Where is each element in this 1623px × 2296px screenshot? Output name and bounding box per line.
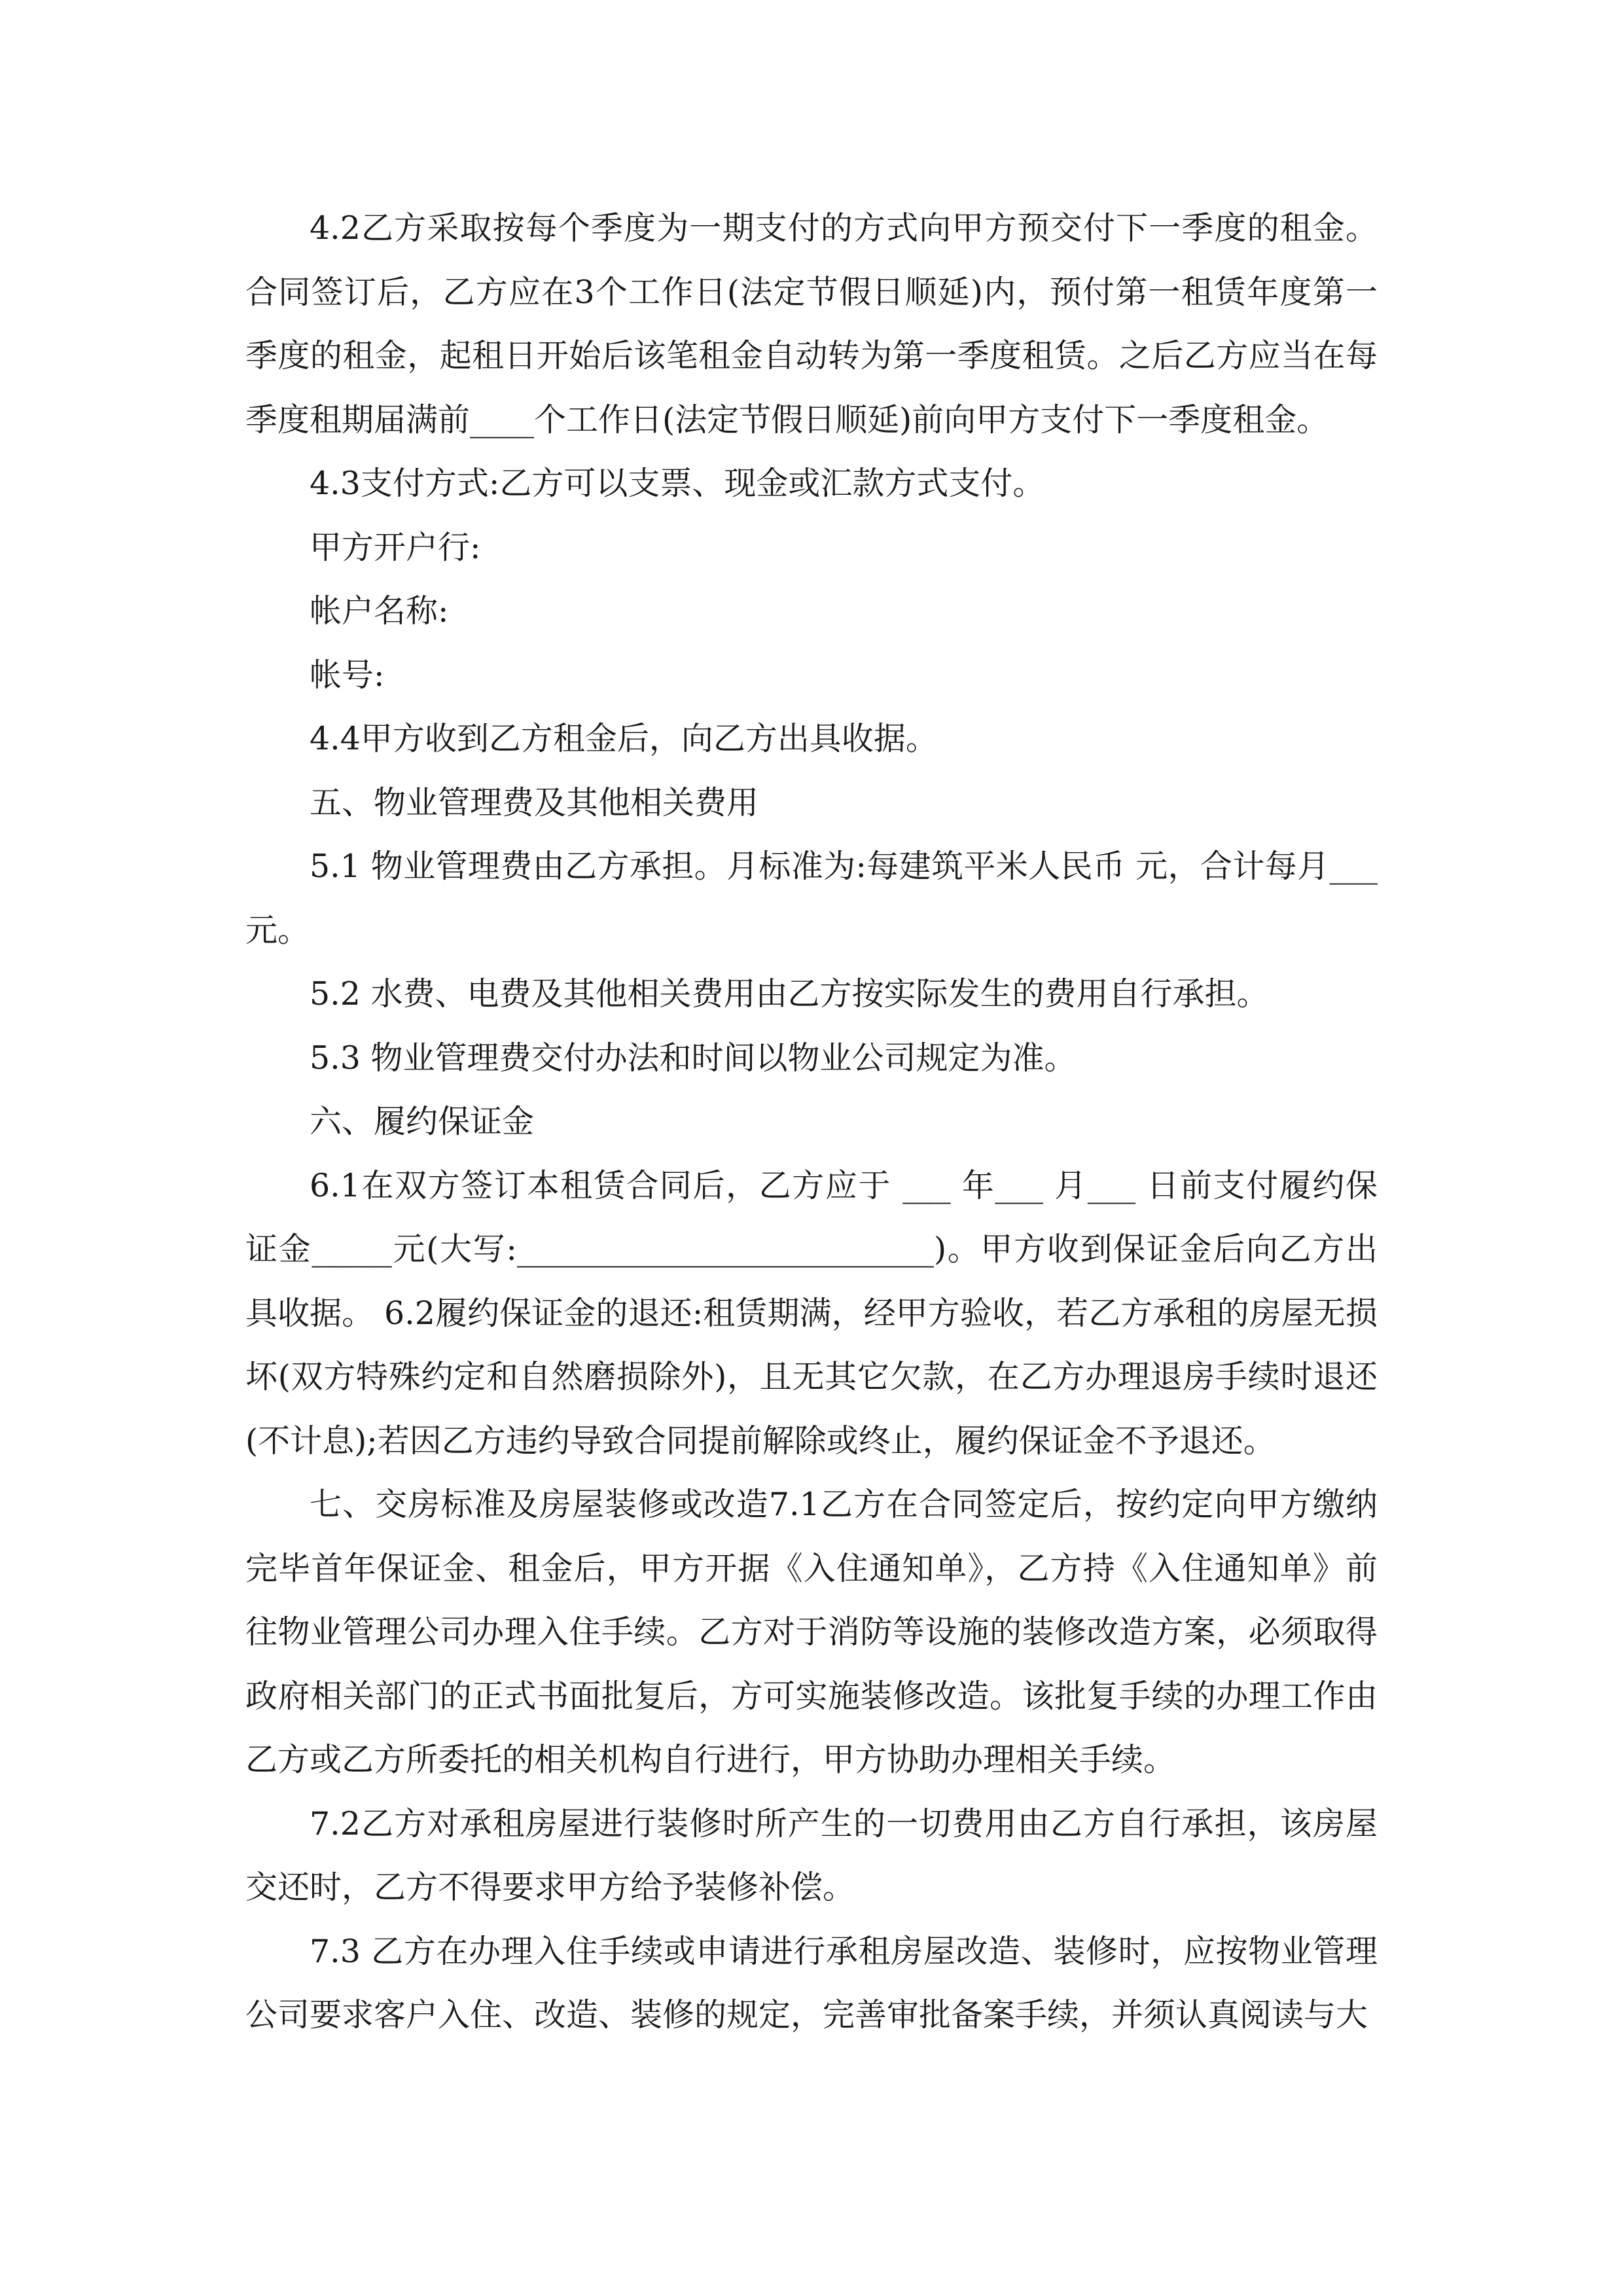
account-name-field: 帐户名称: <box>310 592 449 630</box>
clause-5-3: 5.3 物业管理费交付办法和时间以物业公司规定为准。 <box>310 1039 1077 1077</box>
clause-7-3: 7.3 乙方在办理入住手续或申请进行承租房屋改造、装修时，应按物业管理公司要求客户入住、改造、装修的规定，完善审批备案手续，并须认真阅读与大 <box>245 1932 1378 2034</box>
clause-4-3: 4.3支付方式:乙方可以支票、现金或汇款方式支付。 <box>310 465 1045 502</box>
clause-4-2: 4.2乙方采取按每个季度为一期支付的方式向甲方预交付下一季度的租金。合同签订后，乙方应在3个工作日(法定节假日顺延)内，预付第一租赁年度第一季度的租金，起租日开始后该笔租金自动转为第一季度租赁。之后乙方应当在每季度租期届满前____个工作日(法定节假日顺延)前向甲方支付下一季度租金。 <box>245 209 1378 439</box>
bank-name-field: 甲方开户行: <box>310 528 481 566</box>
account-number-field: 帐号: <box>310 656 385 694</box>
clause-7-2: 7.2乙方对承租房屋进行装修时所产生的一切费用由乙方自行承担，该房屋交还时，乙方不得要求甲方给予装修补偿。 <box>245 1804 1378 1906</box>
document-body <box>245 196 1378 2047</box>
section-5-heading: 五、物业管理费及其他相关费用 <box>310 783 759 821</box>
section-7-clause-7-1: 七、交房标准及房屋装修或改造7.1乙方在合同签定后，按约定向甲方缴纳完毕首年保证金、租金后，甲方开据《入住通知单》，乙方持《入住通知单》前往物业管理公司办理入住手续。乙方对于消防等设施的装修改造方案，必须取得政府相关部门的正式书面批复后，方可实施装修改造。该批复手续的办理工作由乙方或乙方所委托的相关机构自行进行，甲方协助办理相关手续。 <box>245 1486 1378 1778</box>
clause-5-2: 5.2 水费、电费及其他相关费用由乙方按实际发生的费用自行承担。 <box>310 975 1269 1013</box>
clause-5-1: 5.1 物业管理费由乙方承担。月标准为:每建筑平米人民币 元，合计每月___元。 <box>245 848 1378 949</box>
section-6-heading: 六、履约保证金 <box>310 1103 535 1140</box>
clause-6-1-6-2: 6.1在双方签订本租赁合同后，乙方应于 ___ 年___ 月___ 日前支付履约保证金_____元(大写:__________________________)。甲方收到保证金后向乙方出具收据。 6.2履约保证金的退还:租赁期满，经甲方验收，若乙方承租的房屋无损坏(双方特殊约定和自然磨损除外)，且无其它欠款，在乙方办理退房手续时退还(不计息);若因乙方违约导致合同提前解除或终止，履约保证金不予退还。 <box>245 1166 1378 1460</box>
clause-4-4: 4.4甲方收到乙方租金后，向乙方出具收据。 <box>310 720 938 757</box>
